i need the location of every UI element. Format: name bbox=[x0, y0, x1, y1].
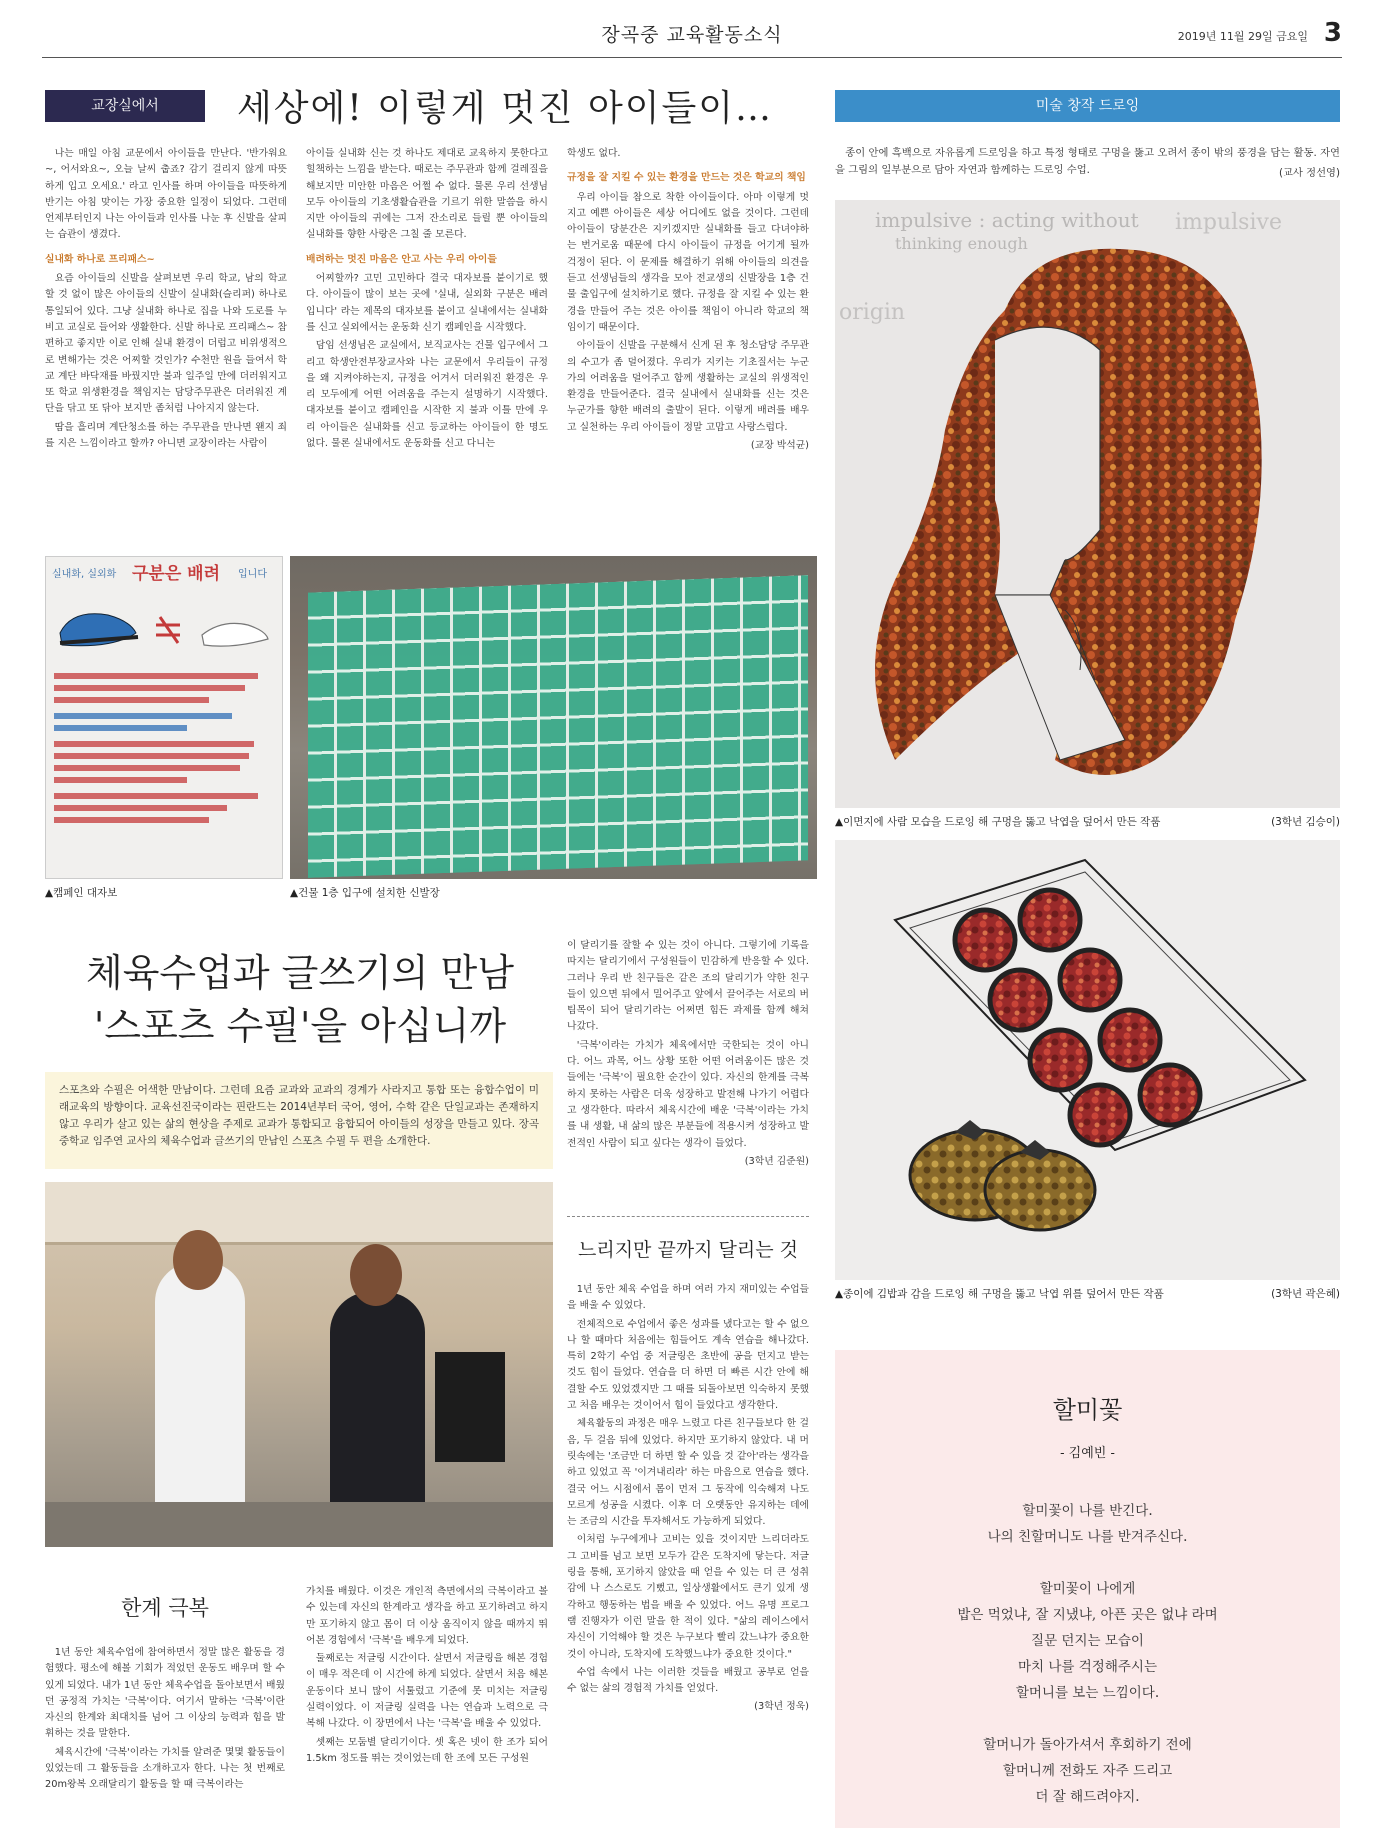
essay2-title: 느리지만 끝까지 달리는 것 bbox=[577, 1239, 798, 1261]
locker-rows bbox=[308, 575, 808, 877]
paragraph: 전체적으로 수업에서 좋은 성과를 냈다고는 할 수 없으나 할 때마다 처음에는 힘들어도 계속 연습을 해나갔다. 특히 2학기 수업 중 저글링은 초반에 공을 던지고 받는 것도 힘이 들었다. 연습을 더 하면 더 빠른 시간 안에 해결할 수도 있었겠지만 그 때를 되돌아보면 익숙하지 못했고 처음 배우는 것이어서 힘이 들었다고 생각한다. bbox=[567, 1318, 809, 1412]
paragraph: 둘째로는 저글링 시간이다. 살면서 저글링을 해본 경험이 매우 적은데 이 시간에 하게 되었다. 살면서 처음 해본 운동이다 보니 많이 서툴렀고 기준에 못 미치는 저글링 실력이었다. 이 저글링 실력을 나는 연습과 노력으로 극복해 나갔다. 이 장면에서 나는 '극복'을 배울 수 있었다. bbox=[306, 1653, 548, 1730]
paragraph: 이 달리기를 잘할 수 있는 것이 아니다. 그렇기에 기록을 따지는 달리기에서 구성원들이 민감하게 반응할 수 있다. 그러나 우리 반 친구들은 같은 조의 달리기가 약한 친구들이 있으면 뒤에서 밀어주고 앞에서 끌어주는 서로의 버팀목이 되어 달리기라는 어쩌면 힘든 과제를 함께 해쳐 나갔다. bbox=[567, 940, 809, 1033]
poem-line bbox=[835, 1550, 1340, 1576]
poster-heading-suffix: 입니다 bbox=[238, 569, 267, 580]
poem-title: 할미꽃 bbox=[1052, 1396, 1123, 1424]
subheading: 실내화 하나로 프리패스~ bbox=[45, 253, 155, 265]
caption-credit: (3학년 곽은혜) bbox=[1271, 1288, 1340, 1300]
section-tag-art: 미술 창작 드로잉 bbox=[835, 90, 1340, 122]
caption-text: ▲이면지에 사람 모습을 드로잉 해 구멍을 뚫고 낙엽을 덮어서 만든 작품 bbox=[835, 816, 1161, 828]
essay1-column-1 bbox=[45, 1645, 285, 1825]
subheading: 규정을 잘 지킬 수 있는 환경을 만드는 것은 학교의 책임 bbox=[567, 172, 806, 184]
poster-text-block bbox=[54, 667, 276, 829]
page-number: 3 bbox=[1323, 18, 1342, 48]
poem-box bbox=[835, 1350, 1340, 1828]
paragraph: 1년 동안 체육 수업을 하며 여러 가지 재미있는 수업들을 배울 수 있었다. bbox=[567, 1284, 809, 1312]
paragraph: 요즘 아이들의 신발을 살펴보면 우리 학교, 남의 학교 할 것 없이 많은 아이들의 신발이 실내화(슬리퍼) 하나로 통일되어 있다. 그냥 실내화 하나로 집을 나와 도로를 누비고 교실로 들어와 생활한다. 신발 하나로 프리패스~ 참 편하고 좋지만 이로 인해 실내 환경이 더럽고 비위생적으로 변해가는 것은 어찌할 것인가? 수천만 원을 들여서 학교 계단 바닥재를 바꿨지만 불과 일주일 만에 더러워지고 또 학교 위생환경을 책임지는 담당주무관은 더러워진 계단을 닦고 또 닦아 보지만 좀처럼 나아지지 않는다. bbox=[45, 273, 287, 415]
poem-line bbox=[835, 1706, 1340, 1732]
subheading: 배려하는 멋진 마음은 안고 사는 우리 아이들 bbox=[306, 253, 497, 265]
paragraph: 우리 아이들 참으로 착한 아이들이다. 아마 이렇게 멋지고 예쁜 아이들은 세상 어디에도 없을 것이다. 그런데 아이들이 당분간은 지키겠지만 실내화를 들고 다녀야하는 번거로움 때문에 다시 아이들이 규정을 어기게 될까 걱정이 된다. 이 문제를 해결하기 위해 아이들의 의견을 듣고 선생님들의 생각을 모아 전교생의 신발장을 1층 건물 출입구에 설치하기로 했다. 규정을 잘 지킬 수 있는 환경을 만들어 주는 것은 아이를 책임이 아니라 학교의 책임이기 때문이다. bbox=[567, 191, 809, 333]
juggling-class-photo bbox=[45, 1182, 553, 1547]
poem-author: - 김예빈 - bbox=[1060, 1446, 1115, 1461]
principal-headline: 세상에! 이렇게 멋진 아이들이… bbox=[236, 88, 774, 129]
bg-text: thinking enough bbox=[895, 234, 1028, 253]
paragraph: 1년 동안 체육수업에 참여하면서 정말 많은 활동을 경험했다. 평소에 해볼 기회가 적었던 운동도 배우며 할 수 있게 되었다. 내가 1년 동안 체육수업을 돌아보면서 배웠던 공정적 가치는 '극복'이다. 여기서 말하는 '극복'이란 자신의 한계와 최대치를 넘어 그 이상의 능력과 힘을 발휘하는 것을 말한다. bbox=[45, 1647, 285, 1740]
paragraph: 아이들이 신발을 구분해서 신게 된 후 청소담당 주무관의 수고가 좀 덜어졌다. 우리가 지키는 기초질서는 누군가의 어려움을 덜어주고 함께 생활하는 교실의 위생적인 환경을 만들어준다. 결국 실내에서 실내화를 신는 것은 누군가를 향한 배려의 출발이 된다. 이렇게 배려를 배우고 실천하는 우리 아이들이 정말 고맙고 사랑스럽다. bbox=[567, 340, 809, 433]
caption-shoe-rack: ▲건물 1층 입구에 설치한 신발장 bbox=[290, 887, 440, 899]
page-header bbox=[42, 18, 1342, 58]
art-intro: 종이 안에 흑백으로 자유롭게 드로잉을 하고 특정 형태로 구멍을 뚫고 오려서 종이 밖의 풍경을 담는 활동. 자연을 그림의 일부분으로 담아 자연과 함께하는 드로잉 수업. bbox=[835, 147, 1340, 176]
caption-artwork-2 bbox=[835, 1286, 1340, 1301]
poem-line: 더 잘 해드려야지. bbox=[1035, 1789, 1140, 1805]
poem-line: 질문 던지는 모습이 bbox=[1031, 1633, 1144, 1649]
essay1-column-2 bbox=[306, 1584, 548, 1824]
poem-line: 할미꽃이 나에게 bbox=[1039, 1581, 1136, 1597]
paragraph: 가치를 배웠다. 이것은 개인적 측면에서의 극복이라고 볼 수 있는데 자신의 한계라고 생각을 하고 포기하려고 하지만 포기하지 않고 몸이 더 이상 움직이지 않을 때까지 뛰어본 경험에서 '극복'을 배우게 되었다. bbox=[306, 1586, 548, 1646]
paragraph: 땀을 흘리며 계단청소를 하는 주무관을 만나면 왠지 죄를 지은 느낌이라고 할까? 아니면 교장이라는 사람이 bbox=[45, 421, 287, 450]
principal-column-3 bbox=[567, 146, 809, 536]
poem-line: 할미꽃이 나를 반긴다. bbox=[1022, 1503, 1153, 1519]
caption-poster: ▲캠페인 대자보 bbox=[45, 887, 118, 899]
paragraph: 수업 속에서 나는 이러한 것들을 배웠고 공부로 얻을 수 없는 삶의 경험적 가치를 얻었다. bbox=[567, 1666, 809, 1695]
caption-text: ▲종이에 김밥과 감을 드로잉 해 구멍을 뚫고 낙엽 위를 덮어서 만든 작품 bbox=[835, 1288, 1164, 1300]
poem-line: 밥은 먹었냐, 잘 지냈냐, 아픈 곳은 없냐 라며 bbox=[957, 1607, 1218, 1623]
author-signature: (3학년 정욱) bbox=[754, 1701, 809, 1713]
section-tag-principal: 교장실에서 bbox=[45, 90, 205, 122]
bg-text: origin bbox=[839, 300, 906, 325]
poem-line: 마치 나를 걱정해주시는 bbox=[1018, 1659, 1157, 1675]
caption-credit: (3학년 김승이) bbox=[1271, 816, 1340, 828]
artwork-girl-photo bbox=[835, 200, 1340, 808]
paragraph: 담임 선생님은 교실에서, 보직교사는 건물 입구에서 그리고 학생안전부장교사와 나는 교문에서 우리들이 규정을 왜 지켜야하는지, 규정을 어겨서 더러워진 환경은 우리 모두에게 어떤 어려움을 주는지 설명하기 시작했다. 대자보를 붙이고 캠페인을 시작한 지 불과 이틀 만에 우리 아이들은 실내화를 신고 등교하는 아이들이 한 명도 없다. 물론 실내에서도 운동화를 신고 다니는 bbox=[306, 340, 548, 450]
principal-column-2 bbox=[306, 146, 548, 544]
author-signature: (3학년 김준원) bbox=[744, 1155, 809, 1167]
sports-headline-2: '스포츠 수필'을 아십니까 bbox=[93, 1004, 507, 1048]
poem-line: 나의 친할머니도 나를 반겨주신다. bbox=[987, 1529, 1188, 1545]
essay1-title: 한계 극복 bbox=[121, 1596, 209, 1620]
divider bbox=[567, 1216, 809, 1217]
campaign-poster-photo bbox=[45, 556, 283, 879]
student-1 bbox=[155, 1262, 245, 1512]
essay1-column-3 bbox=[567, 938, 809, 1204]
art-intro-credit: (교사 정선영) bbox=[1278, 167, 1340, 179]
essay2-column bbox=[567, 1282, 809, 1827]
paragraph: 이처럼 누구에게나 고비는 있을 것이지만 느리더라도 그 고비를 넘고 보면 모두가 같은 도착지에 닿는다. 저글링을 통해, 포기하지 않았을 때 얻을 수 있는 더 큰 성취감에 나 스스로도 기뻤고, 일상생활에서도 큰기 있게 생각하고 행동하는 법을 배울 수 있었다. 어느 유명 프로그램 진행자가 이런 말을 한 적이 있다. "삶의 레이스에서 자신이 기억해야 할 것은 누구보다 빨리 갔느냐가 중요한 것이 아니라, 도착지에 도착했느냐가 중요한 것이다." bbox=[567, 1534, 809, 1660]
principal-column-1 bbox=[45, 146, 287, 544]
paragraph: '극복'이라는 가치가 체육에서만 국한되는 것이 아니다. 어느 과목, 어느 상황 또한 어떤 어려움이든 많은 것들에는 '극복'이 필요한 순간이 있다. 자신의 한계를 극복하지 못하는 사람은 더욱 성장하고 발전해 나가기 어렵다고 생각한다. 따라서 체육시간에 배운 '극복'이라는 가치를 내 생활, 내 삶의 많은 부분들에 적용시켜 성장하고 발전적인 사람이 되고 싶다는 생각이 들었다. bbox=[567, 1039, 809, 1149]
artwork-gimbap-photo bbox=[835, 840, 1340, 1280]
paragraph: 어찌할까? 고민 고민하다 결국 대자보를 붙이기로 했다. 아이들이 많이 보는 곳에 '실내, 실외화 구분은 배려입니다' 라는 제목의 대자보를 붙이고 실내에서는 실내화를 신고 실외에서는 운동화 신기 캠페인을 시작했다. bbox=[306, 273, 548, 333]
caption-artwork-1 bbox=[835, 814, 1340, 829]
poster-heading: 구분은 배려 bbox=[132, 564, 221, 584]
gimbap-drawing bbox=[835, 840, 1340, 1280]
student-2 bbox=[330, 1292, 425, 1512]
paragraph: 체육활동의 과정은 매우 느렸고 다른 친구들보다 한 걸음, 두 걸음 뒤에 있었다. 하지만 포기하지 않았다. 내 머릿속에는 '조금만 더 하면 할 수 있을 것 같아'라는 생각을 하고 있었고 꼭 '이겨내리라' 하는 마음으로 연습을 했다. 결국 어느 시점에서 몸이 먼저 그 동작에 익숙해져 나도 모르게 성공을 시켰다. 이후 더 오랫동안 유지하는 데에는 조금의 시간을 투자해서도 가능하게 되었다. bbox=[567, 1418, 809, 1528]
shoe-illustration bbox=[52, 591, 278, 661]
issue-date: 2019년 11월 29일 금요일 bbox=[1177, 30, 1308, 43]
paragraph: 학생도 없다. bbox=[567, 148, 621, 159]
bg-text: impulsive : acting without bbox=[875, 208, 1139, 232]
paragraph: 아이들 실내화 신는 것 하나도 제대로 교육하지 못한다고 힐책하는 느낌을 받는다. 때로는 주무관과 함께 걸레질을 해보지만 미안한 마음은 어쩔 수 없다. 물론 우리 선생님 모두 아이들의 기초생활습관을 기르기 위한 말씀을 하시지만 아이들의 귀에는 그저 잔소리로 들릴 뿐 아이들의 실내화를 향한 사랑은 그칠 줄 모른다. bbox=[306, 148, 548, 241]
speaker bbox=[435, 1352, 505, 1462]
author-signature: (교장 박석균) bbox=[750, 440, 809, 452]
shoe-rack-photo bbox=[290, 556, 817, 879]
bg-text: impulsive bbox=[1175, 210, 1282, 235]
poster-heading-small: 실내화, 실외화 bbox=[52, 569, 117, 580]
poem-line: 할머니를 보는 느낌이다. bbox=[1015, 1685, 1160, 1701]
poem-line: 할머니가 돌아가셔서 후회하기 전에 bbox=[983, 1737, 1192, 1753]
poem-body bbox=[835, 1498, 1340, 1810]
section-title: 장곡중 교육활동소식 bbox=[601, 24, 783, 46]
paragraph: 체육시간에 '극복'이라는 가치를 알려준 몇몇 활동들이 있었는데 그 활동들을 소개하고자 한다. 나는 첫 번째로 20m왕복 오래달리기 활동을 할 때 극복이라는 bbox=[45, 1746, 285, 1791]
sports-headline-1: 체육수업과 글쓰기의 만남 bbox=[86, 951, 514, 995]
girl-silhouette-artwork bbox=[835, 200, 1340, 808]
poem-line: 할머니께 전화도 자주 드리고 bbox=[1002, 1763, 1173, 1779]
paragraph: 셋째는 모둠별 달리기이다. 셋 혹은 넷이 한 조가 되어 1.5km 정도를 뛰는 것이었는데 한 조에 모든 구성원 bbox=[306, 1736, 548, 1764]
paragraph: 나는 매일 아침 교문에서 아이들을 만난다. '반가워요~, 어서와요~, 오늘 날씨 춥죠? 감기 걸리지 않게 따뜻하게 입고 오세요.' 라고 인사를 하며 아이들을 따뜻하게 반기는 아침 맞이는 가장 중요한 일정이 되었다. 그런데 언제부터인지 나는 아이들과 인사를 나눈 후 신발을 살피는 습관이 생겼다. bbox=[45, 148, 287, 241]
sports-lead-box: 스포츠와 수필은 어색한 만남이다. 그런데 요즘 교과와 교과의 경계가 사라지고 통합 또는 융합수업이 미래교육의 방향이다. 교육선진국이라는 핀란드는 2014년부터 국어, 영어, 수학 같은 단일교과는 존재하지 않고 우리가 살고 있는 삶의 현상을 주제로 교과가 통합되고 융합되어 아이들의 성장을 만들고 있다. 장곡중학교 임주연 교사의 체육수업과 글쓰기의 만남인 스포츠 수필 두 편을 소개한다. bbox=[45, 1072, 553, 1169]
